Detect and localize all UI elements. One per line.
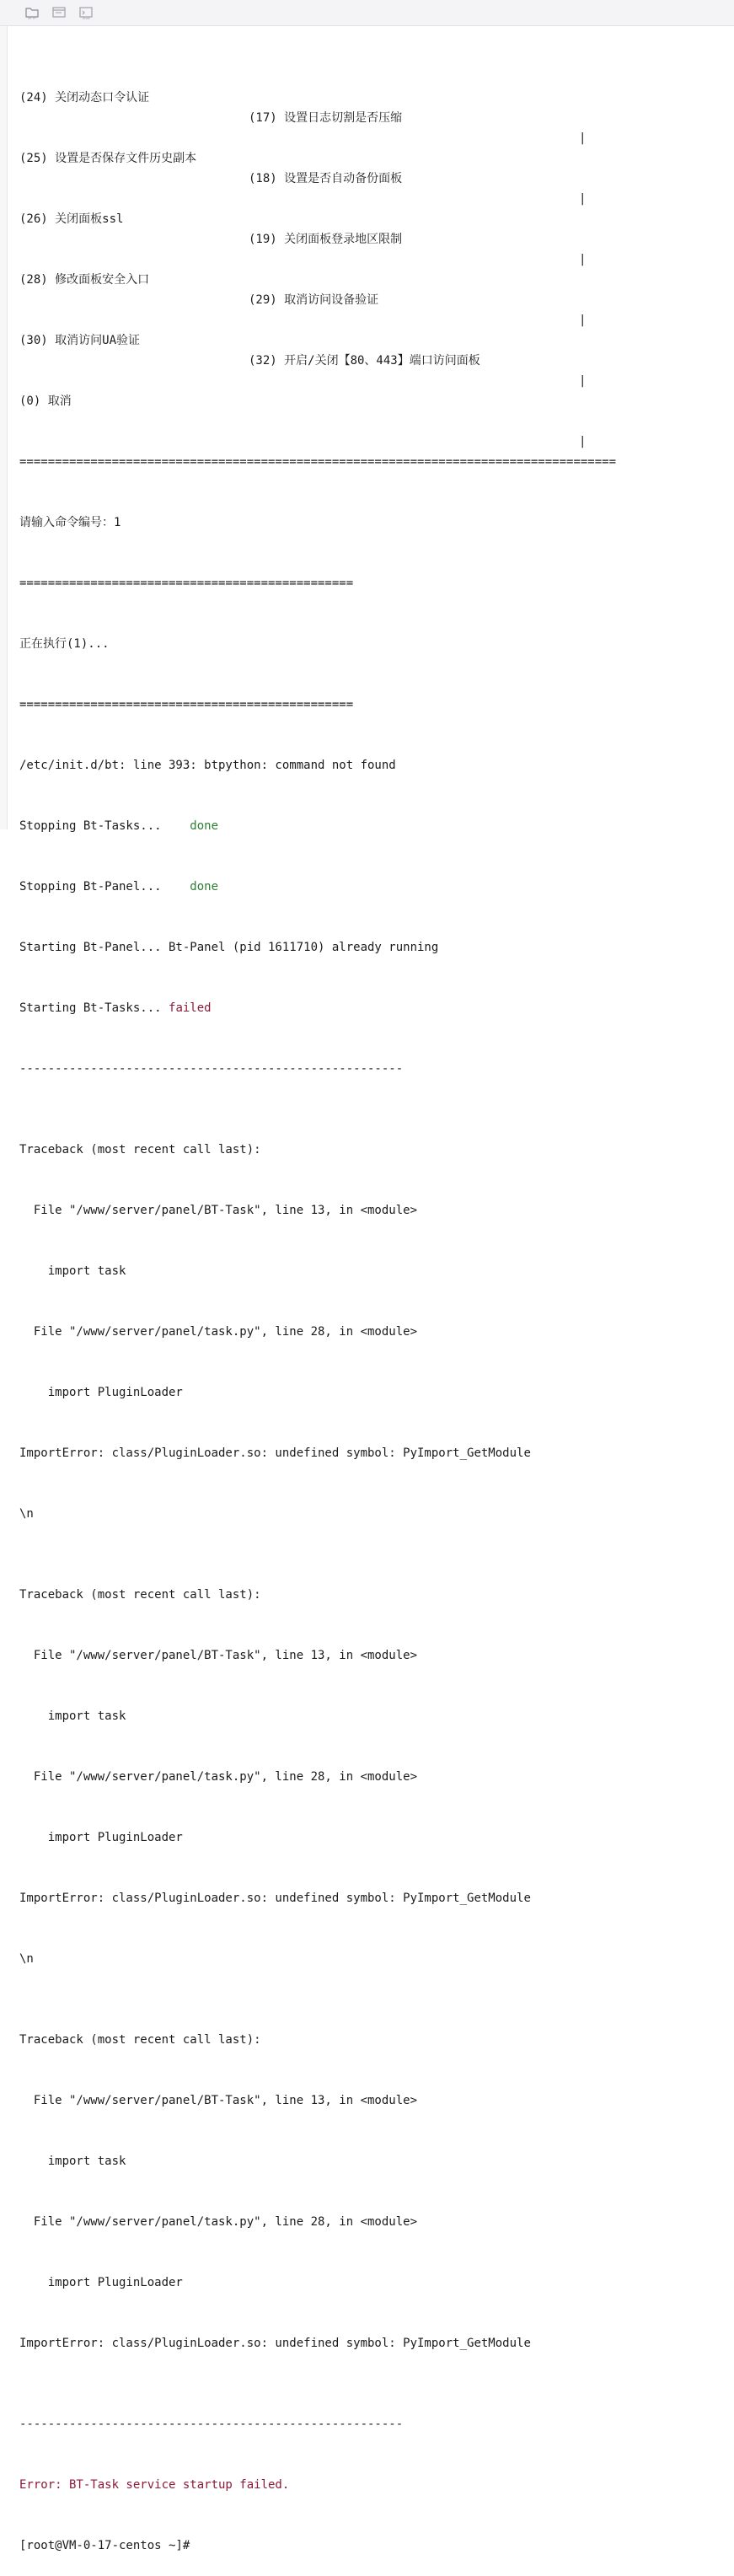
output-line: /etc/init.d/bt: line 393: btpython: command not found [19,759,396,772]
separator-line: =============================================== [19,698,354,711]
traceback-frame: File "/www/server/panel/task.py", line 28, in <module> [19,1325,418,1339]
files-icon[interactable] [51,5,67,20]
status-done: done [190,880,219,894]
sftp-icon[interactable] [24,5,40,20]
terminal-toolbar [0,0,734,26]
output-label: Stopping Bt-Tasks... [19,819,190,833]
traceback-head: Traceback (most recent call last): [19,1588,261,1602]
status-failed: failed [169,1001,212,1015]
menu-option: (29) 取消访问设备验证 [249,293,379,307]
traceback-frame: File "/www/server/panel/task.py", line 28, in <module> [19,1770,418,1784]
traceback-frame: File "/www/server/panel/BT-Task", line 13, in <module> [19,1649,418,1662]
menu-border: | [579,192,587,206]
terminal-output[interactable] [19,27,727,2576]
left-gutter [0,26,8,829]
output-line [19,816,727,836]
newline-literal: \n [19,1952,34,1966]
traceback-frame: File "/www/server/panel/task.py", line 28, in <module> [19,2215,418,2229]
final-error: Error: BT-Task service startup failed. [19,2478,290,2492]
import-error: ImportError: class/PluginLoader.so: undefined symbol: PyImport_GetModule [19,1446,531,1460]
menu-border: | [579,314,587,327]
output-label: Stopping Bt-Panel... [19,880,190,894]
traceback-code: import task [19,1709,126,1723]
traceback-code: import PluginLoader [19,1386,183,1399]
traceback-code: import PluginLoader [19,1831,183,1844]
menu-border: | [579,435,587,448]
menu-option: (30) 取消访问UA验证 [19,334,141,347]
dash-separator: ------------------------------------------------------ [19,2418,404,2431]
menu-row [19,128,727,206]
menu-row [19,250,727,327]
menu-row [19,310,727,388]
output-line [19,877,727,897]
menu-row [19,67,727,145]
menu-option: (24) 关闭动态口令认证 [19,91,150,105]
traceback-code: import PluginLoader [19,2276,183,2289]
dash-separator: ------------------------------------------------------ [19,1062,404,1076]
input-prompt: 请输入命令编号：1 [19,516,121,529]
menu-option: (19) 关闭面板登录地区限制 [249,233,403,246]
traceback-code: import task [19,2155,126,2168]
import-error: ImportError: class/PluginLoader.so: undefined symbol: PyImport_GetModule [19,2337,531,2350]
separator-line: ==================================================================================== [19,455,617,469]
newline-literal: \n [19,1507,34,1521]
output-line: Starting Bt-Panel... Bt-Panel (pid 1611710) already running [19,941,439,954]
menu-option: (28) 修改面板安全入口 [19,273,150,287]
menu-option: (18) 设置是否自动备份面板 [249,172,403,185]
traceback-code: import task [19,1264,126,1278]
traceback-head: Traceback (most recent call last): [19,2033,261,2047]
import-error: ImportError: class/PluginLoader.so: undefined symbol: PyImport_GetModule [19,1892,531,1905]
menu-option: (26) 关闭面板ssl [19,212,124,226]
shell-label: Shell [82,16,90,20]
output-label: Starting Bt-Tasks... [19,1001,169,1015]
menu-option: (25) 设置是否保存文件历史副本 [19,152,197,165]
status-done: done [190,819,219,833]
menu-option: (32) 开启/关闭【80、443】端口访问面板 [249,354,480,368]
traceback-frame: File "/www/server/panel/BT-Task", line 13, in <module> [19,1204,418,1217]
menu-row [19,371,727,448]
menu-border: | [579,131,587,145]
menu-border: | [579,253,587,266]
traceback-frame: File "/www/server/panel/BT-Task", line 13, in <module> [19,2094,418,2107]
shell-icon[interactable] [78,5,94,20]
menu-option: (17) 设置日志切割是否压缩 [249,111,403,125]
traceback-head: Traceback (most recent call last): [19,1143,261,1157]
menu-row [19,189,727,266]
sftp-label: SFTP [27,15,37,20]
menu-option: (0) 取消 [19,394,72,408]
executing-line: 正在执行(1)... [19,637,110,651]
shell-prompt[interactable]: [root@VM-0-17-centos ~]# [19,2539,190,2552]
menu-border: | [579,374,587,388]
separator-line: =============================================== [19,577,354,590]
output-line [19,998,727,1018]
